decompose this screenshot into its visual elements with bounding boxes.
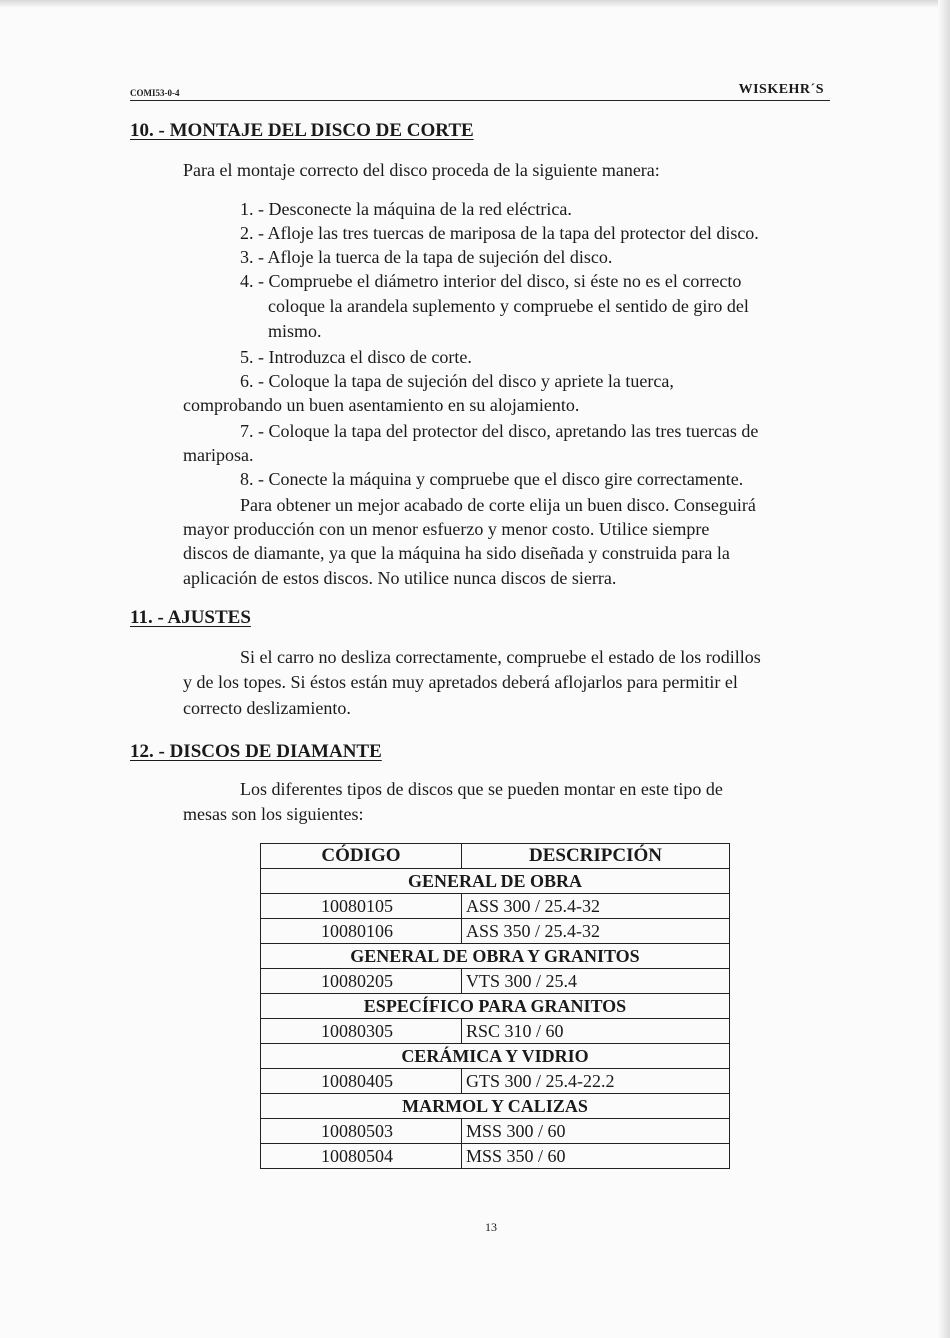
scan-edge-top <box>0 0 950 8</box>
table-group-row <box>261 994 730 1019</box>
description-cell: ASS 350 / 25.4-32 <box>462 919 730 944</box>
code-cell: 10080106 <box>261 919 462 944</box>
section-12-line-1: Los diferentes tipos de discos que se pueden montar en este tipo de <box>240 779 723 799</box>
group-label: GENERAL DE OBRA <box>261 869 730 894</box>
step-6: 6. - Coloque la tapa de sujeción del disco y apriete la tuerca, <box>240 371 674 391</box>
step-4-cont-2: mismo. <box>268 321 322 341</box>
group-label: CERÁMICA Y VIDRIO <box>261 1044 730 1069</box>
scan-edge-right <box>938 0 950 1338</box>
code-cell: 10080504 <box>261 1144 462 1169</box>
section-11-line-3: correcto deslizamiento. <box>183 698 351 718</box>
step-4: 4. - Compruebe el diámetro interior del disco, si éste no es el correcto <box>240 271 742 291</box>
paragraph-line-3: discos de diamante, ya que la máquina ha sido diseñada y construida para la <box>183 543 730 563</box>
table-row <box>261 894 730 919</box>
column-header-code: CÓDIGO <box>261 844 462 869</box>
code-cell: 10080503 <box>261 1119 462 1144</box>
section-12-line-2: mesas son los siguientes: <box>183 804 364 824</box>
table-row <box>261 969 730 994</box>
column-header-description: DESCRIPCIÓN <box>462 844 730 869</box>
paragraph-line-1: Para obtener un mejor acabado de corte elija un buen disco. Conseguirá <box>240 495 756 515</box>
section-11-line-1: Si el carro no desliza correctamente, compruebe el estado de los rodillos <box>240 647 761 667</box>
section-10-intro: Para el montaje correcto del disco proceda de la siguiente manera: <box>183 160 660 180</box>
table-group-row <box>261 1044 730 1069</box>
step-2: 2. - Afloje las tres tuercas de mariposa de la tapa del protector del disco. <box>240 223 759 243</box>
code-cell: 10080305 <box>261 1019 462 1044</box>
paragraph-line-2: mayor producción con un menor esfuerzo y menor costo. Utilice siempre <box>183 519 710 539</box>
table-row <box>261 1119 730 1144</box>
table-row <box>261 1144 730 1169</box>
description-cell: ASS 300 / 25.4-32 <box>462 894 730 919</box>
page-number: 13 <box>485 1220 497 1234</box>
step-6-cont: comprobando un buen asentamiento en su alojamiento. <box>183 395 580 415</box>
table-header-row <box>261 844 730 869</box>
step-7: 7. - Coloque la tapa del protector del disco, apretando las tres tuercas de <box>240 421 759 441</box>
table-group-row <box>261 944 730 969</box>
step-1: 1. - Desconecte la máquina de la red eléctrica. <box>240 199 572 219</box>
step-3: 3. - Afloje la tuerca de la tapa de sujeción del disco. <box>240 247 613 267</box>
table-group-row <box>261 869 730 894</box>
section-10-title: 10. - MONTAJE DEL DISCO DE CORTE <box>130 120 474 141</box>
table-group-row <box>261 1094 730 1119</box>
code-cell: 10080205 <box>261 969 462 994</box>
page-header <box>130 78 830 101</box>
brand-name: WISKEHR´S <box>738 82 824 97</box>
step-5: 5. - Introduzca el disco de corte. <box>240 347 472 367</box>
description-cell: MSS 300 / 60 <box>462 1119 730 1144</box>
document-code: COMI53-0-4 <box>130 88 180 98</box>
paragraph-line-4: aplicación de estos discos. No utilice nunca discos de sierra. <box>183 568 617 588</box>
section-11-line-2: y de los topes. Si éstos están muy apretados deberá aflojarlos para permitir el <box>183 672 738 692</box>
description-cell: VTS 300 / 25.4 <box>462 969 730 994</box>
step-8: 8. - Conecte la máquina y compruebe que el disco gire correctamente. <box>240 469 744 489</box>
description-cell: MSS 350 / 60 <box>462 1144 730 1169</box>
step-4-cont: coloque la arandela suplemento y compruebe el sentido de giro del <box>268 296 749 316</box>
group-label: MARMOL Y CALIZAS <box>261 1094 730 1119</box>
disc-table <box>260 843 730 1169</box>
table-row <box>261 1019 730 1044</box>
table-row <box>261 919 730 944</box>
description-cell: RSC 310 / 60 <box>462 1019 730 1044</box>
group-label: GENERAL DE OBRA Y GRANITOS <box>261 944 730 969</box>
group-label: ESPECÍFICO PARA GRANITOS <box>261 994 730 1019</box>
code-cell: 10080105 <box>261 894 462 919</box>
section-12-title: 12. - DISCOS DE DIAMANTE <box>130 741 382 762</box>
code-cell: 10080405 <box>261 1069 462 1094</box>
step-7-cont: mariposa. <box>183 445 254 465</box>
section-11-title: 11. - AJUSTES <box>130 607 251 628</box>
table-row <box>261 1069 730 1094</box>
description-cell: GTS 300 / 25.4-22.2 <box>462 1069 730 1094</box>
